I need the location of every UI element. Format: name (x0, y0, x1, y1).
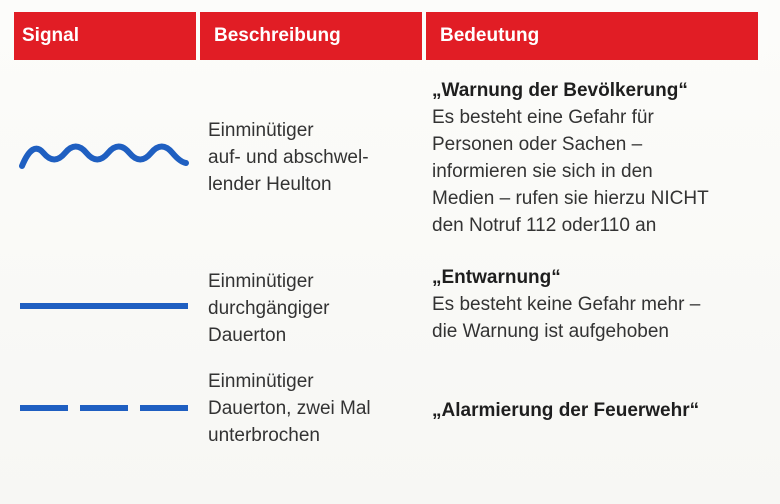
description-line: Einminütiger (208, 371, 314, 392)
description-line: lender Heulton (208, 174, 332, 195)
row1-meaning (432, 77, 709, 239)
description-line: Einminütiger (208, 120, 314, 141)
meaning-title: „Entwarnung“ (432, 267, 561, 288)
header-signal: Signal (14, 12, 196, 60)
description-line: auf- und abschwel- (208, 147, 369, 168)
header-meaning: Bedeutung (426, 12, 758, 60)
description-line: unterbrochen (208, 425, 320, 446)
meaning-line: Es besteht eine Gefahr für (432, 107, 654, 128)
row2-description (208, 268, 329, 349)
header-description: Beschreibung (200, 12, 422, 60)
meaning-line: Personen oder Sachen – (432, 134, 643, 155)
meaning-line: den Notruf 112 oder110 an (432, 215, 657, 236)
meaning-line: die Warnung ist aufgehoben (432, 321, 669, 342)
meaning-line: Medien – rufen sie hierzu NICHT (432, 188, 709, 209)
description-line: Dauerton (208, 325, 287, 346)
description-line: Einminütiger (208, 271, 314, 292)
row1-description (208, 117, 369, 198)
description-line: durchgängiger (208, 298, 330, 319)
meaning-line: informieren sie sich in den (432, 161, 653, 182)
meaning-title: „Warnung der Bevölkerung“ (432, 80, 688, 101)
row3-meaning (432, 397, 699, 424)
meaning-title: „Alarmierung der Feuerwehr“ (432, 400, 700, 421)
row2-meaning (432, 264, 700, 345)
description-line: Dauerton, zwei Mal (208, 398, 371, 419)
row3-description (208, 368, 371, 449)
meaning-line: Es besteht keine Gefahr mehr – (432, 294, 701, 315)
wavy-line-icon (22, 147, 186, 167)
